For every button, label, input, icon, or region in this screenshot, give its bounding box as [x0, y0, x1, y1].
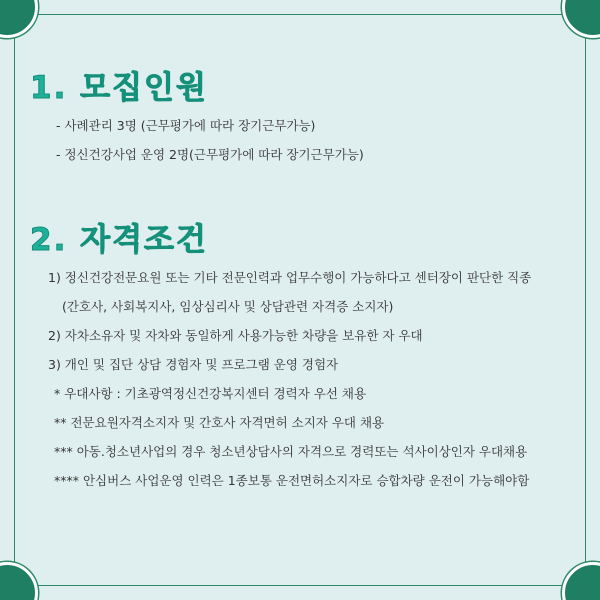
- preference-note: **** 안심버스 사업운영 인력은 1종보통 운전면허소지자로 승합차량 운전이 가능해야함: [54, 473, 530, 488]
- preference-note: *** 아동.청소년사업의 경우 청소년상담사의 자격으로 경력또는 석사이상인자 우대채용: [54, 444, 528, 459]
- preference-note: * 우대사항 : 기초광역정신건강복지센터 경력자 우선 채용: [54, 386, 367, 401]
- section-title-qualifications: 2. 자격조건: [30, 222, 208, 258]
- qualification-line: (간호사, 사회복지사, 임상심리사 및 상담관련 자격증 소지자): [62, 299, 394, 314]
- recruitment-item: - 정신건강사업 운영 2명(근무평가에 따라 장기근무가능): [56, 147, 364, 162]
- qualification-line: 1) 정신건강전문요원 또는 기타 전문인력과 업무수행이 가능하다고 센터장이 판단한 직종: [48, 270, 532, 285]
- recruitment-item: - 사례관리 3명 (근무평가에 따라 장기근무가능): [56, 118, 316, 133]
- preference-note: ** 전문요원자격소지자 및 간호사 자격면허 소지자 우대 채용: [54, 415, 385, 430]
- section-title-recruitment-count: 1. 모집인원: [30, 70, 208, 106]
- qualification-line: 2) 자차소유자 및 자차와 동일하게 사용가능한 차량을 보유한 자 우대: [48, 328, 423, 343]
- qualification-line: 3) 개인 및 집단 상담 경험자 및 프로그램 운영 경험자: [48, 357, 339, 372]
